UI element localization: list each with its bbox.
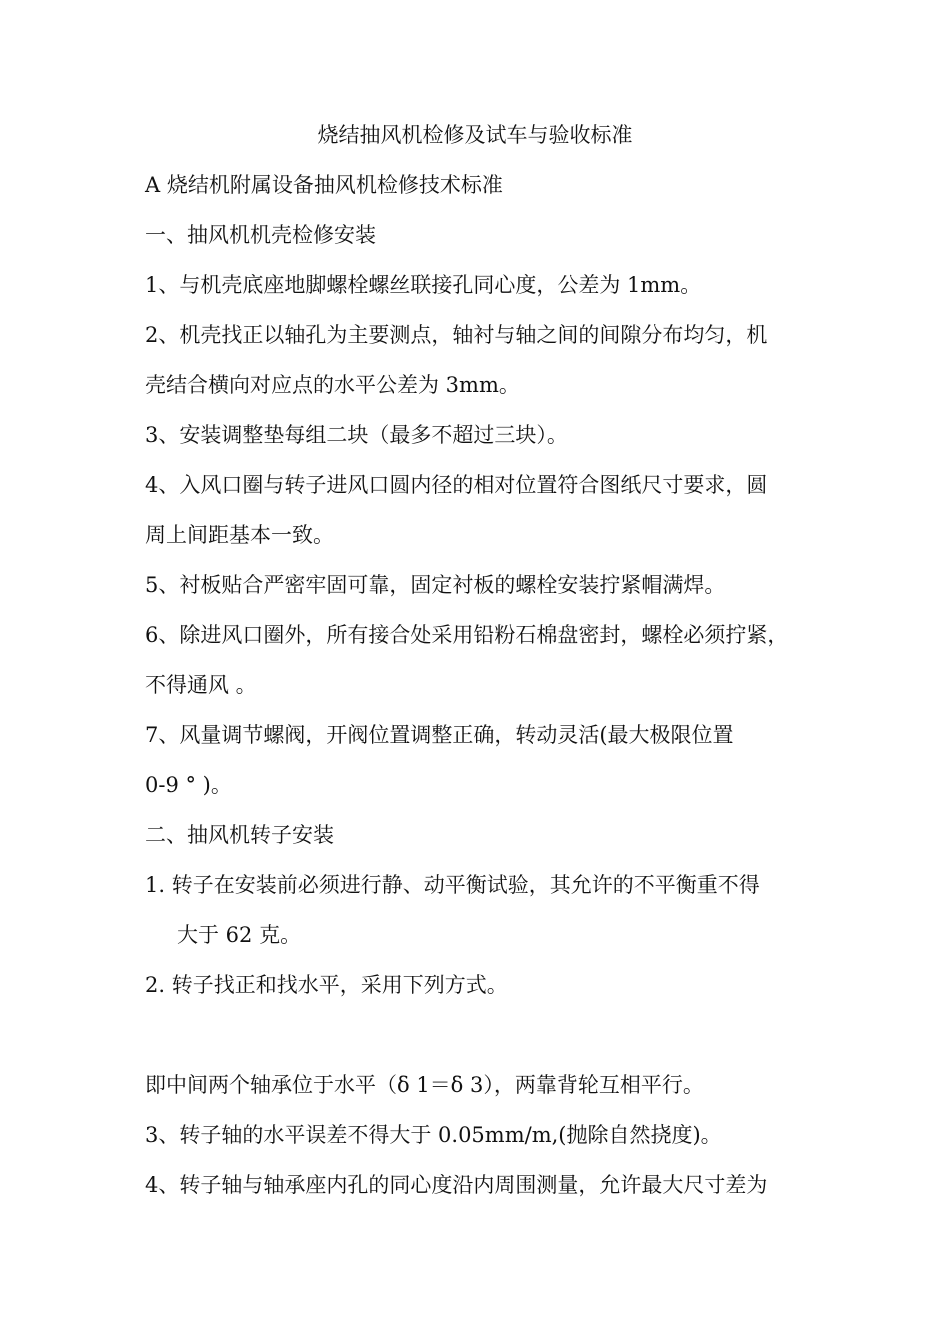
paragraph-line: 7、风量调节螺阀，开阀位置调整正确，转动灵活(最大极限位置 [145, 723, 734, 747]
paragraph-line: 4、入风口圈与转子进风口圆内径的相对位置符合图纸尺寸要求，圆 [145, 473, 768, 497]
paragraph-line: 不得通风 。 [145, 673, 257, 697]
paragraph-line: 5、衬板贴合严密牢固可靠，固定衬板的螺栓安装拧紧帽满焊。 [145, 573, 726, 597]
paragraph-line: 4、转子轴与轴承座内孔的同心度沿内周围测量，允许最大尺寸差为 [145, 1173, 768, 1197]
subsection-heading-2: 二、抽风机转子安装 [145, 823, 334, 847]
paragraph-line: 3、转子轴的水平误差不得大于 0.05mm/m,(抛除自然挠度)。 [145, 1123, 722, 1147]
list-item: 2. 转子找正和找水平，采用下列方式。 [145, 973, 508, 997]
paragraph-line: 周上间距基本一致。 [145, 523, 334, 547]
section-heading-a: A 烧结机附属设备抽风机检修技术标准 [145, 173, 503, 197]
list-item-continuation: 大于 62 克。 [177, 923, 302, 947]
paragraph-line: 6、除进风口圈外，所有接合处采用铅粉石棉盘密封，螺栓必须拧紧， [145, 623, 789, 647]
paragraph-line: 3、安装调整垫每组二块（最多不超过三块）。 [145, 423, 568, 447]
subsection-heading-1: 一、抽风机机壳检修安装 [145, 223, 376, 247]
paragraph-line: 壳结合横向对应点的水平公差为 3mm。 [145, 373, 520, 397]
paragraph-line: 2、机壳找正以轴孔为主要测点，轴衬与轴之间的间隙分布均匀，机 [145, 323, 768, 347]
paragraph-line: 0-9 ° )。 [145, 773, 232, 797]
list-item: 1. 转子在安装前必须进行静、动平衡试验，其允许的不平衡重不得 [145, 873, 760, 897]
document-title: 烧结抽风机检修及试车与验收标准 [317, 123, 633, 147]
paragraph-line: 即中间两个轴承位于水平（δ 1＝δ 3），两靠背轮互相平行。 [145, 1073, 704, 1097]
paragraph-line: 1、与机壳底座地脚螺栓螺丝联接孔同心度，公差为 1mm。 [145, 273, 702, 297]
